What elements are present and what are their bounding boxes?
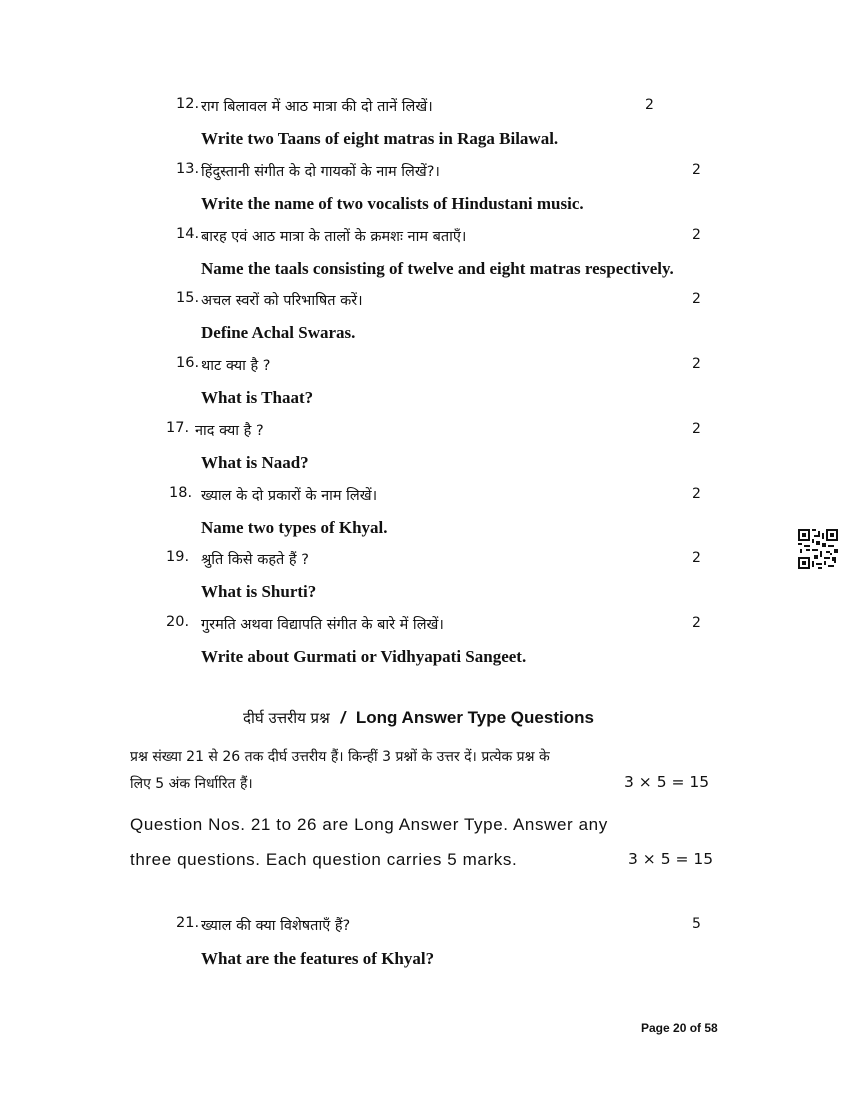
question-marks: 2 xyxy=(692,356,701,372)
question-text-hindi: ख्याल के दो प्रकारों के नाम लिखें। xyxy=(201,488,378,504)
question-marks: 5 xyxy=(692,916,701,932)
question-text-english: Write about Gurmati or Vidhyapati Sangeet. xyxy=(201,647,527,666)
question-text-english: Name the taals consisting of twelve and eight matras respectively. xyxy=(201,259,674,278)
question-text-hindi: गुरमति अथवा विद्यापति संगीत के बारे में लिखें। xyxy=(201,617,444,633)
question-number: 19. xyxy=(166,549,190,565)
question-text-hindi: अचल स्वरों को परिभाषित करें। xyxy=(201,293,363,309)
question-marks: 2 xyxy=(692,227,701,243)
question-marks: 2 xyxy=(692,550,701,566)
instruction-hindi-marks: 3 × 5 = 15 xyxy=(624,773,710,791)
instruction-hindi-line1: प्रश्न संख्या 21 से 26 तक दीर्घ उत्तरीय हैं। किन्हीं 3 प्रश्नों के उत्तर दें। प्रत्येक प्रश्न के xyxy=(130,749,550,765)
question-text-english: What are the features of Khyal? xyxy=(201,949,435,968)
question-number: 14. xyxy=(176,226,200,242)
question-text-hindi: थाट क्या है ? xyxy=(201,358,271,374)
section-heading-separator: / xyxy=(340,708,346,727)
question-number: 12. xyxy=(176,96,200,112)
question-marks: 2 xyxy=(692,421,701,437)
question-text-hindi: श्रुति किसे कहते हैं ? xyxy=(201,552,309,568)
question-number: 13. xyxy=(176,161,200,177)
question-text-english: What is Thaat? xyxy=(201,388,314,407)
question-marks: 2 xyxy=(692,486,701,502)
question-text-english: What is Naad? xyxy=(201,453,309,472)
qr-code-icon xyxy=(798,529,838,569)
question-number: 17. xyxy=(166,420,190,436)
question-marks: 2 xyxy=(692,615,701,631)
page-number: Page 20 of 58 xyxy=(641,1021,718,1035)
instruction-hindi-line2: लिए 5 अंक निर्धारित हैं। xyxy=(130,776,253,792)
question-number: 20. xyxy=(166,614,190,630)
question-text-hindi: नाद क्या है ? xyxy=(195,423,264,439)
question-text-hindi: हिंदुस्तानी संगीत के दो गायकों के नाम लिखें?। xyxy=(201,164,440,180)
question-text-english: What is Shurti? xyxy=(201,582,317,601)
section-heading xyxy=(243,708,594,728)
question-text-hindi: राग बिलावल में आठ मात्रा की दो तानें लिखें। xyxy=(201,99,433,115)
section-heading-hindi: दीर्घ उत्तरीय प्रश्न xyxy=(243,709,330,727)
instruction-english-marks: 3 × 5 = 15 xyxy=(628,850,714,868)
question-number: 15. xyxy=(176,290,200,306)
question-marks: 2 xyxy=(645,97,654,113)
question-number: 18. xyxy=(169,485,193,501)
instruction-english-line2: three questions. Each question carries 5 marks. xyxy=(130,850,518,869)
instruction-english-line1: Question Nos. 21 to 26 are Long Answer Type. Answer any xyxy=(130,815,608,834)
question-text-english: Name two types of Khyal. xyxy=(201,518,388,537)
question-marks: 2 xyxy=(692,162,701,178)
question-number: 21. xyxy=(176,915,200,931)
question-text-english: Define Achal Swaras. xyxy=(201,323,356,342)
question-text-hindi: ख्याल की क्या विशेषताएँ हैं? xyxy=(201,918,351,934)
question-marks: 2 xyxy=(692,291,701,307)
question-number: 16. xyxy=(176,355,200,371)
question-text-hindi: बारह एवं आठ मात्रा के तालों के क्रमशः नाम बताएँ। xyxy=(201,229,467,245)
section-heading-english: Long Answer Type Questions xyxy=(355,708,594,727)
question-text-english: Write two Taans of eight matras in Raga Bilawal. xyxy=(201,129,559,148)
question-text-english: Write the name of two vocalists of Hindustani music. xyxy=(201,194,584,213)
